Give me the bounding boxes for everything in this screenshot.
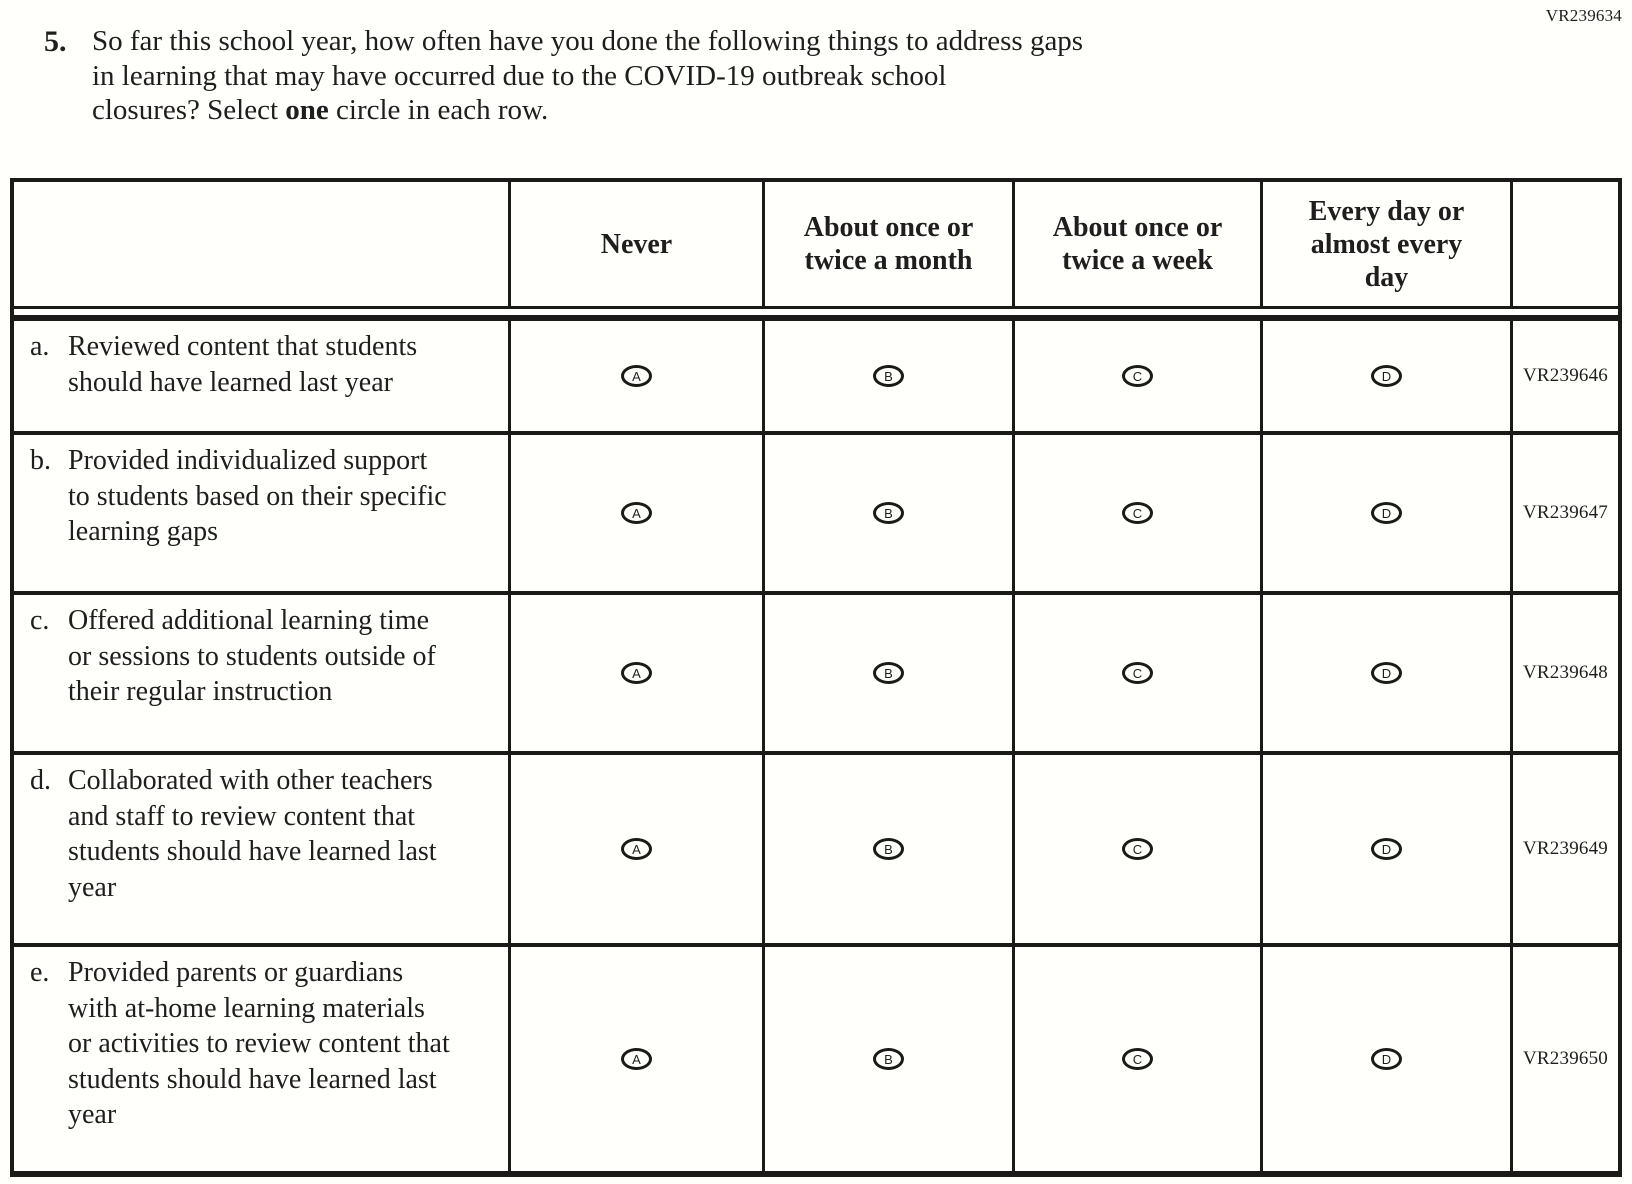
row-letter: b. xyxy=(30,445,51,476)
row-text: Reviewed content that students should have learned last year xyxy=(68,331,418,398)
row-code-b: VR239647 xyxy=(1513,435,1618,595)
row-letter: e. xyxy=(30,957,50,988)
option-bubble-b-month[interactable]: B xyxy=(873,502,904,524)
option-bubble-b-never[interactable]: A xyxy=(621,502,652,524)
option-bubble-d-week[interactable]: C xyxy=(1122,838,1153,860)
cell-c-week xyxy=(1015,595,1263,755)
question-line-3: closures? Select one circle in each row. xyxy=(92,94,549,126)
question-line-2: in learning that may have occurred due to the COVID-19 outbreak school xyxy=(92,59,947,92)
option-bubble-c-day[interactable]: D xyxy=(1371,662,1402,684)
option-bubble-e-never[interactable]: A xyxy=(621,1048,652,1070)
column-header-row-label xyxy=(14,182,511,306)
option-bubble-a-day[interactable]: D xyxy=(1371,365,1402,387)
cell-a-never xyxy=(511,321,765,435)
column-header-code xyxy=(1513,182,1618,306)
page-code: VR239634 xyxy=(1545,6,1622,25)
row-letter: d. xyxy=(30,765,51,796)
option-bubble-d-month[interactable]: B xyxy=(873,838,904,860)
option-bubble-b-day[interactable]: D xyxy=(1371,502,1402,524)
cell-d-month xyxy=(765,755,1015,947)
option-bubble-a-week[interactable]: C xyxy=(1122,365,1153,387)
row-label-a xyxy=(14,321,511,435)
option-bubble-e-day[interactable]: D xyxy=(1371,1048,1402,1070)
question-number: 5. xyxy=(44,25,67,58)
row-code-d: VR239649 xyxy=(1513,755,1618,947)
row-text: Provided individualized support to students based on their specific learning gaps xyxy=(68,445,447,547)
row-letter: c. xyxy=(30,605,50,636)
cell-b-month xyxy=(765,435,1015,595)
option-bubble-d-never[interactable]: A xyxy=(621,838,652,860)
cell-d-day xyxy=(1263,755,1513,947)
option-bubble-e-week[interactable]: C xyxy=(1122,1048,1153,1070)
option-bubble-a-month[interactable]: B xyxy=(873,365,904,387)
cell-e-never xyxy=(511,947,765,1171)
cell-c-month xyxy=(765,595,1015,755)
row-text: Provided parents or guardians with at-home learning materials or activities to review content that students should have learned last year xyxy=(68,957,450,1130)
option-bubble-c-never[interactable]: A xyxy=(621,662,652,684)
option-bubble-c-month[interactable]: B xyxy=(873,662,904,684)
cell-a-day xyxy=(1263,321,1513,435)
option-bubble-d-day[interactable]: D xyxy=(1371,838,1402,860)
option-bubble-e-month[interactable]: B xyxy=(873,1048,904,1070)
column-header-once-twice-week: About once or twice a week xyxy=(1015,182,1263,306)
cell-a-month xyxy=(765,321,1015,435)
row-label-e xyxy=(14,947,511,1171)
question-block xyxy=(44,24,1083,128)
row-code-a: VR239646 xyxy=(1513,321,1618,435)
row-letter: a. xyxy=(30,331,50,362)
row-text: Offered additional learning time or sessions to students outside of their regular instruction xyxy=(68,605,436,707)
row-code-e: VR239650 xyxy=(1523,1048,1608,1069)
cell-c-never xyxy=(511,595,765,755)
question-bold-word: one xyxy=(285,94,329,126)
cell-d-week xyxy=(1015,755,1263,947)
cell-e-month xyxy=(765,947,1015,1171)
row-code-c: VR239648 xyxy=(1513,595,1618,755)
column-header-every-day: Every day or almost every day xyxy=(1263,182,1513,306)
row-label-b xyxy=(14,435,511,595)
question-text xyxy=(92,24,1083,128)
option-bubble-a-never[interactable]: A xyxy=(621,365,652,387)
cell-d-never xyxy=(511,755,765,947)
column-header-never: Never xyxy=(511,182,765,306)
cell-e-day xyxy=(1263,947,1513,1171)
cell-c-day xyxy=(1263,595,1513,755)
option-bubble-b-week[interactable]: C xyxy=(1122,502,1153,524)
option-bubble-c-week[interactable]: C xyxy=(1122,662,1153,684)
cell-e-week xyxy=(1015,947,1263,1171)
cell-a-week xyxy=(1015,321,1263,435)
row-label-d xyxy=(14,755,511,947)
response-matrix-table xyxy=(10,178,1622,1177)
row-label-c xyxy=(14,595,511,755)
cell-b-week xyxy=(1015,435,1263,595)
cell-b-never xyxy=(511,435,765,595)
cell-b-day xyxy=(1263,435,1513,595)
column-header-once-twice-month: About once or twice a month xyxy=(765,182,1015,306)
header-divider-double-rule xyxy=(14,306,1618,321)
question-line-1: So far this school year, how often have you done the following things to address gaps xyxy=(92,25,1084,57)
row-text: Collaborated with other teachers and staff to review content that students should have learned last year xyxy=(68,765,437,903)
